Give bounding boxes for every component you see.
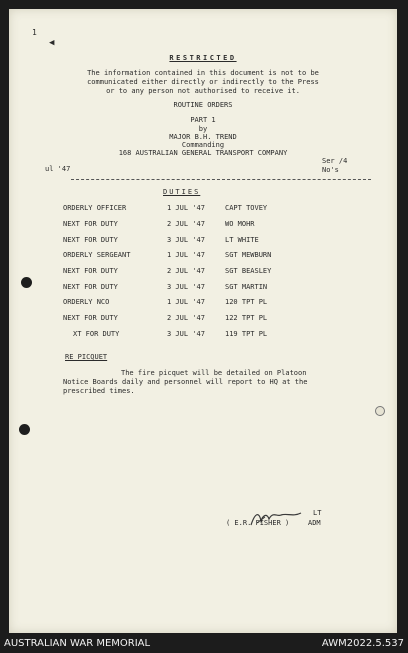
duty-row bbox=[63, 204, 363, 214]
commander-name: MAJOR B.H. TREND bbox=[169, 133, 237, 141]
commanding-line: Commanding bbox=[181, 141, 225, 149]
duty-row bbox=[63, 298, 363, 308]
duty-role: NEXT FOR DUTY bbox=[63, 314, 118, 322]
eyelet-hole bbox=[375, 406, 385, 416]
picquet-paragraph bbox=[63, 369, 363, 396]
duty-date: 1 JUL '47 bbox=[167, 251, 205, 259]
signature-rank: LT bbox=[313, 509, 322, 517]
accession-number: AWM2022.5.537 bbox=[321, 638, 404, 649]
duty-row bbox=[63, 251, 363, 261]
notice-line: communicated either directly or indirectly to the Press bbox=[87, 78, 319, 86]
duty-date: 2 JUL '47 bbox=[167, 267, 205, 275]
duty-assignee: 120 TPT PL bbox=[225, 298, 268, 306]
restricted-heading: RESTRICTED bbox=[169, 54, 237, 62]
routine-orders-title: ROUTINE ORDERS bbox=[173, 101, 233, 109]
duty-row bbox=[63, 220, 363, 230]
duty-date: 3 JUL '47 bbox=[167, 330, 205, 338]
duty-date: 2 JUL '47 bbox=[167, 220, 205, 228]
duty-role: NEXT FOR DUTY bbox=[63, 220, 118, 228]
document-page bbox=[9, 9, 397, 633]
security-notice bbox=[9, 69, 397, 96]
duty-row bbox=[63, 330, 363, 340]
duty-row bbox=[63, 314, 363, 324]
picquet-line: The fire picquet will be detailed on Platoon bbox=[121, 369, 307, 377]
serial-number-fragment: No's bbox=[322, 166, 339, 174]
duty-role: NEXT FOR DUTY bbox=[63, 283, 118, 291]
duty-date: 2 JUL '47 bbox=[167, 314, 205, 322]
notice-line: The information contained in this document is not to be bbox=[87, 69, 319, 77]
notice-line: or to any person not authorised to receive it. bbox=[106, 87, 300, 95]
duty-row bbox=[63, 283, 363, 293]
duty-assignee: SGT MARTIN bbox=[225, 283, 268, 291]
duty-role: NEXT FOR DUTY bbox=[63, 267, 118, 275]
duty-role: NEXT FOR DUTY bbox=[63, 236, 118, 244]
duty-role: ORDERLY SERGEANT bbox=[63, 251, 131, 259]
duty-row bbox=[63, 236, 363, 246]
duty-role: XT FOR DUTY bbox=[73, 330, 120, 338]
duty-assignee: 122 TPT PL bbox=[225, 314, 268, 322]
serial-fragment: Ser /4 bbox=[322, 157, 348, 165]
signature-name: ( E.R. FISHER ) bbox=[226, 519, 290, 527]
pointer-arrow-icon: ◀ bbox=[49, 38, 55, 48]
duty-date: 3 JUL '47 bbox=[167, 283, 205, 291]
corner-mark: 1 bbox=[32, 28, 37, 37]
duties-heading: DUTIES bbox=[163, 188, 201, 196]
picquet-line: Notice Boards daily and personnel will report to HQ at the bbox=[63, 378, 308, 386]
institution-name: AUSTRALIAN WAR MEMORIAL bbox=[4, 638, 151, 649]
company-name: 168 AUSTRALIAN GENERAL TRANSPORT COMPANY bbox=[118, 149, 288, 157]
date-fragment: ul '47 bbox=[45, 165, 71, 173]
part-number: PART 1 bbox=[190, 116, 216, 124]
section-divider bbox=[71, 179, 371, 180]
duty-role: ORDERLY NCO bbox=[63, 298, 110, 306]
picquet-heading: RE PICQUET bbox=[65, 353, 108, 361]
duty-role: ORDERLY OFFICER bbox=[63, 204, 127, 212]
duty-assignee: WO MOHR bbox=[225, 220, 255, 228]
duty-row bbox=[63, 267, 363, 277]
duty-assignee: 119 TPT PL bbox=[225, 330, 268, 338]
duty-date: 3 JUL '47 bbox=[167, 236, 205, 244]
signature-role: ADM bbox=[308, 519, 321, 527]
archive-footer bbox=[0, 633, 408, 653]
duty-assignee: LT WHITE bbox=[225, 236, 259, 244]
duty-assignee: CAPT TOVEY bbox=[225, 204, 268, 212]
duty-date: 1 JUL '47 bbox=[167, 298, 205, 306]
duty-assignee: SGT BEASLEY bbox=[225, 267, 272, 275]
duty-date: 1 JUL '47 bbox=[167, 204, 205, 212]
punch-hole bbox=[21, 277, 32, 288]
by-line: by bbox=[198, 125, 208, 133]
duty-assignee: SGT MEWBURN bbox=[225, 251, 272, 259]
picquet-line: prescribed times. bbox=[63, 387, 135, 395]
punch-hole bbox=[19, 424, 30, 435]
